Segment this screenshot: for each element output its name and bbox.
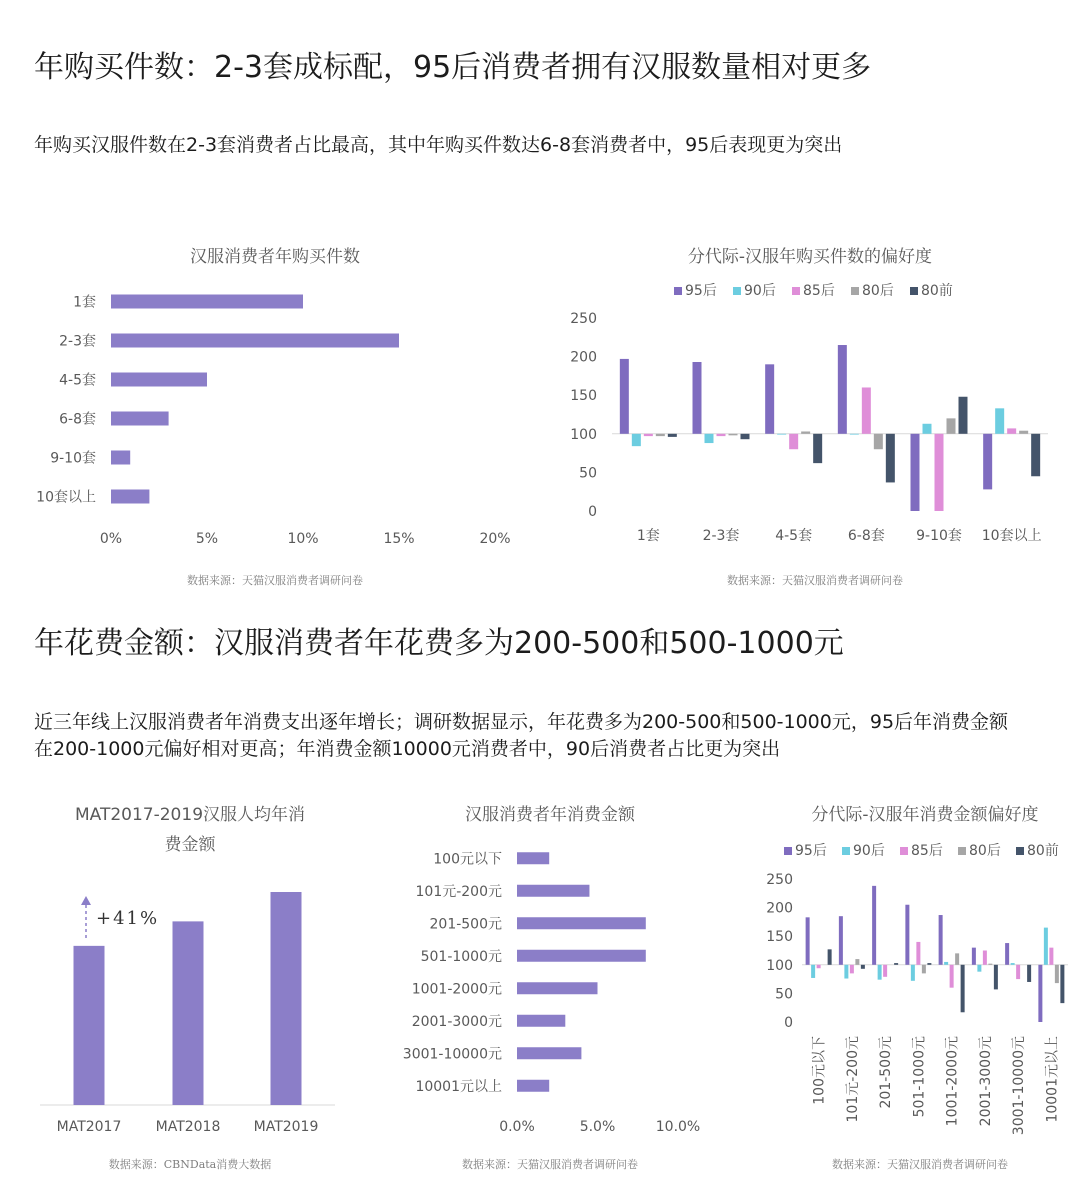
section2-description-line2: 在200-1000元偏好相对更高；年消费金额10000元消费者中，90后消费者占比更为突出 (34, 738, 781, 760)
chart3-source: 数据来源：CBNData消费大数据 (108, 1158, 272, 1171)
chart5-bar (916, 942, 920, 965)
chart5-legend-swatch (958, 847, 966, 855)
chart2-y-tick: 200 (570, 349, 597, 366)
chart2-category-label: 10套以上 (981, 528, 1042, 544)
chart4-category-label: 2001-3000元 (411, 1013, 502, 1030)
chart2-legend-label: 80后 (862, 283, 894, 299)
chart5-bar (988, 964, 992, 965)
chart5-category-label: 201-500元 (878, 1036, 895, 1109)
chart5-bar (927, 963, 931, 965)
chart5-bar (839, 916, 843, 965)
chart5-bar (1011, 963, 1015, 965)
chart1-x-tick: 5% (195, 531, 219, 547)
chart5-legend-swatch (1016, 847, 1024, 855)
chart4-x-tick: 10.0% (655, 1119, 701, 1135)
chart5-bar (994, 965, 998, 990)
chart5-legend-label: 90后 (853, 843, 885, 859)
chart4-category-label: 1001-2000元 (411, 981, 502, 998)
section1-description: 年购买汉服件数在2-3套消费者占比最高，其中年购买件数达6-8套消费者中，95后表现更为突出 (34, 134, 843, 156)
chart4-source: 数据来源：天猫汉服消费者调研问卷 (462, 1158, 638, 1171)
chart5-bar (1055, 965, 1059, 983)
chart5-bar (850, 965, 854, 974)
chart5-title: 分代际-汉服年消费金额偏好度 (811, 805, 1039, 825)
chart5-legend-swatch (842, 847, 850, 855)
chart5-bar (950, 965, 954, 988)
chart1-category-label: 2-3套 (59, 333, 96, 350)
chart5-y-tick: 150 (766, 929, 793, 946)
chart2-category-label: 1套 (636, 528, 660, 544)
chart2-legend-label: 85后 (803, 283, 835, 299)
chart5-legend-label: 80前 (1027, 843, 1059, 859)
chart5-category-label: 2001-3000元 (977, 1036, 994, 1127)
chart4-x-tick: 5.0% (579, 1119, 616, 1135)
chart5-bar (872, 886, 876, 965)
chart4-category-label: 501-1000元 (420, 948, 502, 965)
chart3-category-label: MAT2018 (155, 1119, 221, 1135)
chart5-bar (828, 949, 832, 964)
chart5-bar (972, 948, 976, 965)
chart5-source: 数据来源：天猫汉服消费者调研问卷 (832, 1158, 1008, 1171)
chart2-title: 分代际-汉服年购买件数的偏好度 (687, 247, 933, 267)
chart5-bar (878, 965, 882, 980)
chart5-bar (955, 953, 959, 964)
chart5-y-tick: 100 (766, 957, 793, 974)
chart5-y-tick: 200 (766, 900, 793, 917)
chart5-legend-swatch (784, 847, 792, 855)
chart5-bar (977, 965, 981, 972)
chart5-bar (883, 965, 887, 977)
chart5-bar (806, 917, 810, 964)
chart5-category-label: 1001-2000元 (944, 1036, 961, 1127)
chart5-bar (905, 905, 909, 965)
chart1-category-label: 4-5套 (59, 372, 96, 389)
chart5-bar (1005, 943, 1009, 965)
chart5-bar (911, 965, 915, 981)
chart2-category-label: 2-3套 (702, 528, 740, 544)
chart5-bar (961, 965, 965, 1012)
chart5-bar (1038, 965, 1042, 1022)
chart1-x-tick: 0% (99, 531, 123, 547)
chart2-category-label: 9-10套 (916, 528, 962, 544)
section2-description-line1: 近三年线上汉服消费者年消费支出逐年增长；调研数据显示，年花费多为200-500和500-1000元，95后年消费金额 (34, 711, 1009, 733)
chart5-category-label: 100元以下 (811, 1036, 828, 1105)
chart1-x-tick: 10% (287, 531, 319, 547)
section2-heading: 年花费金额：汉服消费者年花费多为200-500和500-1000元 (34, 626, 844, 661)
chart5-bar (1027, 965, 1031, 982)
chart5-bar (939, 915, 943, 965)
chart5-bar (944, 962, 948, 965)
chart2-y-tick: 150 (570, 388, 597, 405)
chart5-bar (855, 959, 859, 965)
chart2-y-tick: 250 (570, 311, 597, 327)
chart3-category-label: MAT2019 (253, 1119, 319, 1135)
chart5-y-tick: 50 (775, 986, 793, 1003)
chart1-source: 数据来源：天猫汉服消费者调研问卷 (187, 574, 363, 587)
chart5-y-tick: 0 (784, 1015, 793, 1031)
chart5-category-label: 101元-200元 (844, 1036, 861, 1123)
chart5-legend-swatch (900, 847, 908, 855)
chart2-category-label: 6-8套 (847, 528, 885, 544)
chart5-category-label: 3001-10000元 (1011, 1036, 1028, 1136)
chart5-legend-label: 85后 (911, 843, 943, 859)
chart4-category-label: 100元以下 (433, 851, 502, 868)
chart2-y-tick: 0 (588, 504, 597, 520)
chart2-legend-label: 95后 (685, 283, 717, 299)
chart2-y-tick: 50 (579, 465, 597, 482)
chart5-bar (1049, 948, 1053, 965)
chart1-title: 汉服消费者年购买件数 (190, 247, 360, 267)
chart5-category-label: 10001元以上 (1044, 1036, 1061, 1123)
chart5-y-tick: 250 (766, 872, 793, 888)
chart1-category-label: 1套 (73, 294, 96, 311)
section1-heading: 年购买件数：2-3套成标配，95后消费者拥有汉服数量相对更多 (34, 50, 872, 85)
chart5-bar (817, 965, 821, 968)
chart5-bar (811, 965, 815, 978)
chart5-bar (922, 965, 926, 974)
chart4-category-label: 10001元以上 (415, 1078, 502, 1095)
chart5-bar (844, 965, 848, 979)
chart4-x-tick: 0.0% (499, 1119, 535, 1135)
chart3-category-label: MAT2017 (56, 1119, 122, 1135)
chart3-title-line1: MAT2017-2019汉服人均年消 (74, 805, 306, 825)
chart5-bar (983, 951, 987, 965)
chart2-legend-label: 80前 (921, 283, 953, 299)
chart4-category-label: 201-500元 (429, 916, 502, 933)
chart5-bar (1016, 965, 1020, 979)
chart5-bar (1044, 928, 1048, 965)
chart1-x-tick: 20% (479, 531, 511, 547)
chart2-y-tick: 100 (570, 426, 597, 443)
chart5-legend-label: 95后 (795, 843, 827, 859)
chart5-bar (1060, 965, 1064, 1003)
chart5-bar (894, 963, 898, 965)
chart3-title-line2: 费金额 (164, 835, 216, 855)
chart1-x-tick: 15% (383, 531, 415, 547)
chart5-legend-label: 80后 (969, 843, 1001, 859)
chart5-category-label: 501-1000元 (911, 1036, 928, 1118)
chart5-bar (861, 965, 865, 969)
chart2-source: 数据来源：天猫汉服消费者调研问卷 (727, 574, 903, 587)
chart3-growth-annotation: +41% (96, 908, 160, 929)
chart4-category-label: 3001-10000元 (402, 1046, 502, 1063)
chart4-title: 汉服消费者年消费金额 (465, 805, 635, 825)
chart1-category-label: 9-10套 (50, 450, 96, 467)
chart2-legend-label: 90后 (744, 283, 776, 299)
chart1-category-label: 10套以上 (36, 489, 96, 506)
chart1-category-label: 6-8套 (59, 411, 96, 428)
chart4-category-label: 101元-200元 (415, 883, 502, 900)
chart2-category-label: 4-5套 (775, 528, 813, 544)
